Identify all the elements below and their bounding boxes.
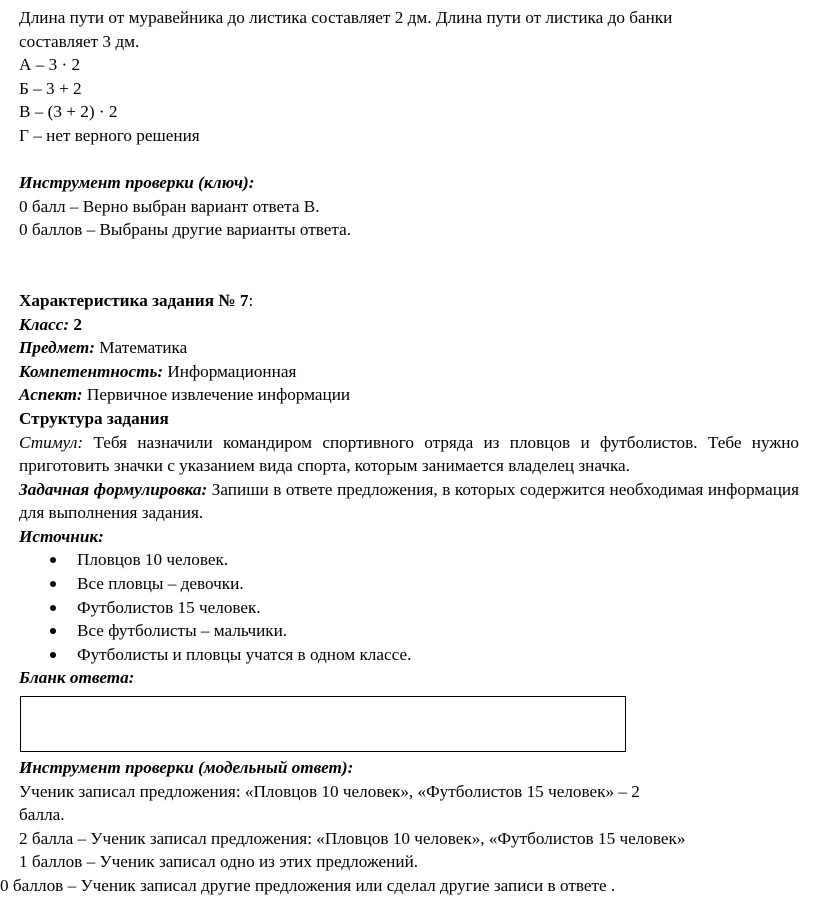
bullet-icon	[50, 605, 56, 611]
task-intro-line-2: составляет 3 дм.	[19, 31, 140, 51]
model-answer-line-1: Ученик записал предложения: «Пловцов 10 человек», «Футболистов 15 человек» – 2	[19, 781, 640, 801]
list-item	[19, 572, 799, 596]
competence-value: Информационная	[163, 361, 297, 381]
key-line-1: 0 балл – Верно выбран вариант ответа В.	[19, 196, 320, 216]
stimulus-label: Стимул:	[19, 432, 84, 452]
spacer	[19, 148, 799, 172]
answer-form-label: Бланк ответа:	[19, 668, 135, 688]
task-intro-line-1: Длина пути от муравейника до листика составляет 2 дм. Длина пути от листика до банки	[19, 8, 673, 27]
answer-box[interactable]	[20, 696, 626, 752]
bullet-icon	[50, 557, 56, 563]
characteristic-heading: Характеристика задания № 7	[19, 290, 249, 310]
source-item-text: Все футболисты – мальчики.	[77, 621, 288, 641]
competence-line	[19, 360, 799, 384]
source-item-text: Футболисты и пловцы учатся в одном классе.	[77, 644, 412, 664]
class-value: 2	[69, 314, 82, 334]
list-item	[19, 596, 799, 620]
key-heading: Инструмент проверки (ключ):	[19, 173, 255, 193]
formulation-text: Запиши в ответе предложения, в которых содержится необходимая информация для выполнения задания.	[19, 479, 799, 523]
aspect-label: Аспект:	[19, 385, 83, 405]
formulation-paragraph	[19, 478, 799, 525]
model-answer-line-5: 0 баллов – Ученик записал другие предложения или сделал другие записи в ответе .	[0, 876, 616, 895]
list-item	[19, 619, 799, 643]
structure-heading: Структура задания	[19, 408, 169, 428]
model-answer-heading: Инструмент проверки (модельный ответ):	[19, 758, 354, 778]
aspect-value: Первичное извлечение информации	[82, 385, 351, 405]
subject-value: Математика	[94, 338, 188, 358]
spacer	[19, 242, 799, 289]
document-page	[0, 6, 799, 898]
key-line-2: 0 баллов – Выбраны другие варианты ответа.	[19, 220, 352, 240]
characteristic-heading-line	[19, 289, 799, 313]
bullet-icon	[50, 652, 56, 658]
competence-label: Компетентность:	[19, 361, 164, 381]
class-line	[19, 313, 799, 337]
subject-line	[19, 336, 799, 360]
list-item	[19, 643, 799, 667]
source-item-text: Все пловцы – девочки.	[77, 574, 244, 594]
option-v: В – (3 + 2) · 2	[19, 102, 118, 122]
model-answer-line-3: 2 балла – Ученик записал предложения: «Пловцов 10 человек», «Футболистов 15 человек»	[19, 828, 686, 848]
stimulus-text: Тебя назначили командиром спортивного отряда из пловцов и футболистов. Тебе нужно приготовить значки с указанием вида спорта, которым занимается владелец значка.	[19, 432, 799, 476]
model-answer-line-4: 1 баллов – Ученик записал одно из этих предложений.	[19, 852, 419, 872]
source-item-text: Футболистов 15 человек.	[77, 597, 261, 617]
bullet-icon	[50, 628, 56, 634]
aspect-line	[19, 383, 799, 407]
option-g: Г – нет верного решения	[19, 125, 200, 145]
source-label: Источник:	[19, 526, 104, 546]
source-list	[19, 548, 799, 666]
characteristic-heading-colon: :	[248, 290, 254, 310]
list-item	[19, 548, 799, 572]
source-item-text: Пловцов 10 человек.	[77, 550, 229, 570]
option-b: Б – 3 + 2	[19, 78, 82, 98]
option-a: А – 3 · 2	[19, 55, 81, 75]
stimulus-paragraph	[19, 431, 799, 478]
formulation-label: Задачная формулировка:	[19, 479, 208, 499]
class-label: Класс:	[19, 314, 70, 334]
bullet-icon	[50, 581, 56, 587]
subject-label: Предмет:	[19, 338, 95, 358]
model-answer-line-2: балла.	[19, 805, 65, 825]
